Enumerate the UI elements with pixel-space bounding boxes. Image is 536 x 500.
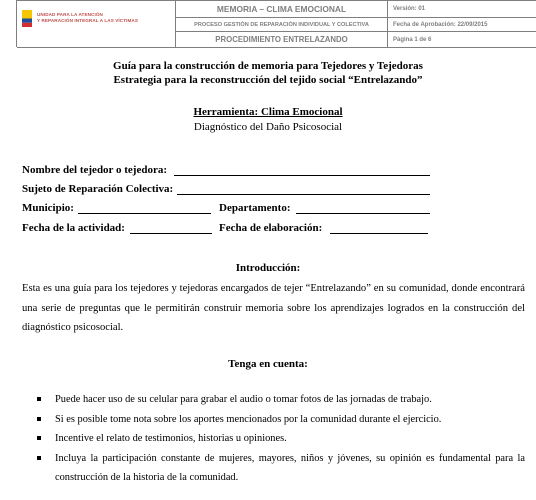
municipality-line[interactable] [78, 213, 211, 214]
prep-date-line[interactable] [330, 233, 428, 234]
version-label: Versión: 01 [388, 1, 536, 18]
list-item-text: Incentive el relato de testimonios, historias u opiniones. [55, 433, 287, 444]
list-item-text: Puede hacer uso de su celular para grabar el audio o tomar fotos de las jornadas de trabajo. [55, 394, 432, 405]
weaver-name-line[interactable] [174, 175, 430, 176]
doc-title: MEMORIA – CLIMA EMOCIONAL [176, 1, 388, 18]
bullet-icon [37, 417, 41, 421]
list-item-text: Si es posible tome nota sobre los aportes mencionados por la comunidad durante el ejercicio. [55, 413, 442, 425]
list-item [35, 429, 525, 449]
bullet-icon [37, 397, 41, 401]
approval-date: Fecha de Aprobación: 22/09/2015 [388, 18, 536, 32]
process-name: PROCESO GESTIÓN DE REPARACIÓN INDIVIDUAL Y COLECTIVA [176, 18, 388, 32]
notes-heading: Tenga en cuenta: [228, 358, 308, 370]
prep-date-label: Fecha de elaboración: [219, 222, 323, 234]
logo-line-1: UNIDAD PARA LA ATENCIÓN [37, 12, 103, 17]
bullet-icon [37, 456, 41, 460]
colombia-flag-icon [22, 10, 32, 27]
municipality-label: Municipio: [22, 202, 74, 214]
procedure-name: PROCEDIMIENTO ENTRELAZANDO [176, 32, 388, 48]
guide-title-line-2: Estrategia para la reconstrucción del tejido social “Entrelazando” [113, 74, 423, 86]
collective-subject-line[interactable] [177, 194, 430, 195]
collective-subject-label: Sujeto de Reparación Colectiva: [22, 183, 174, 195]
list-item [35, 449, 525, 488]
bullet-icon [37, 436, 41, 440]
department-label: Departamento: [219, 202, 291, 214]
logo-text [37, 12, 138, 24]
activity-date-line[interactable] [130, 233, 212, 234]
notes-list [35, 390, 525, 488]
page-number: Página 1 de 6 [388, 32, 536, 48]
logo-cell [17, 1, 176, 48]
list-item-text: Incluya la participación constante de mujeres, mayores, niños y jóvenes, su opinión es fundamental para la construcción de la historia de la comunidad. [55, 452, 525, 483]
weaver-name-label: Nombre del tejedor o tejedora: [22, 164, 167, 176]
guide-title-line-1: Guía para la construcción de memoria para Tejedores y Tejedoras [113, 60, 423, 72]
department-line[interactable] [296, 213, 430, 214]
intro-heading: Introducción: [235, 262, 301, 274]
logo-line-2: Y REPARACIÓN INTEGRAL A LAS VÍCTIMAS [37, 18, 139, 23]
list-item [35, 410, 525, 430]
intro-paragraph: Esta es una guía para los tejedores y tejedoras encargados de tejer “Entrelazando” en su comunidad, donde encontrará una serie de preguntas que le permitirán construir memoria sobre los aprendizajes logrados en la construcción del diagnóstico psicosocial. [22, 283, 525, 333]
document-header-table [16, 0, 536, 47]
tool-heading: Herramienta: Clima Emocional [193, 106, 343, 118]
tool-subtitle: Diagnóstico del Daño Psicosocial [193, 121, 343, 133]
list-item [35, 390, 525, 410]
activity-date-label: Fecha de la actividad: [22, 222, 125, 234]
